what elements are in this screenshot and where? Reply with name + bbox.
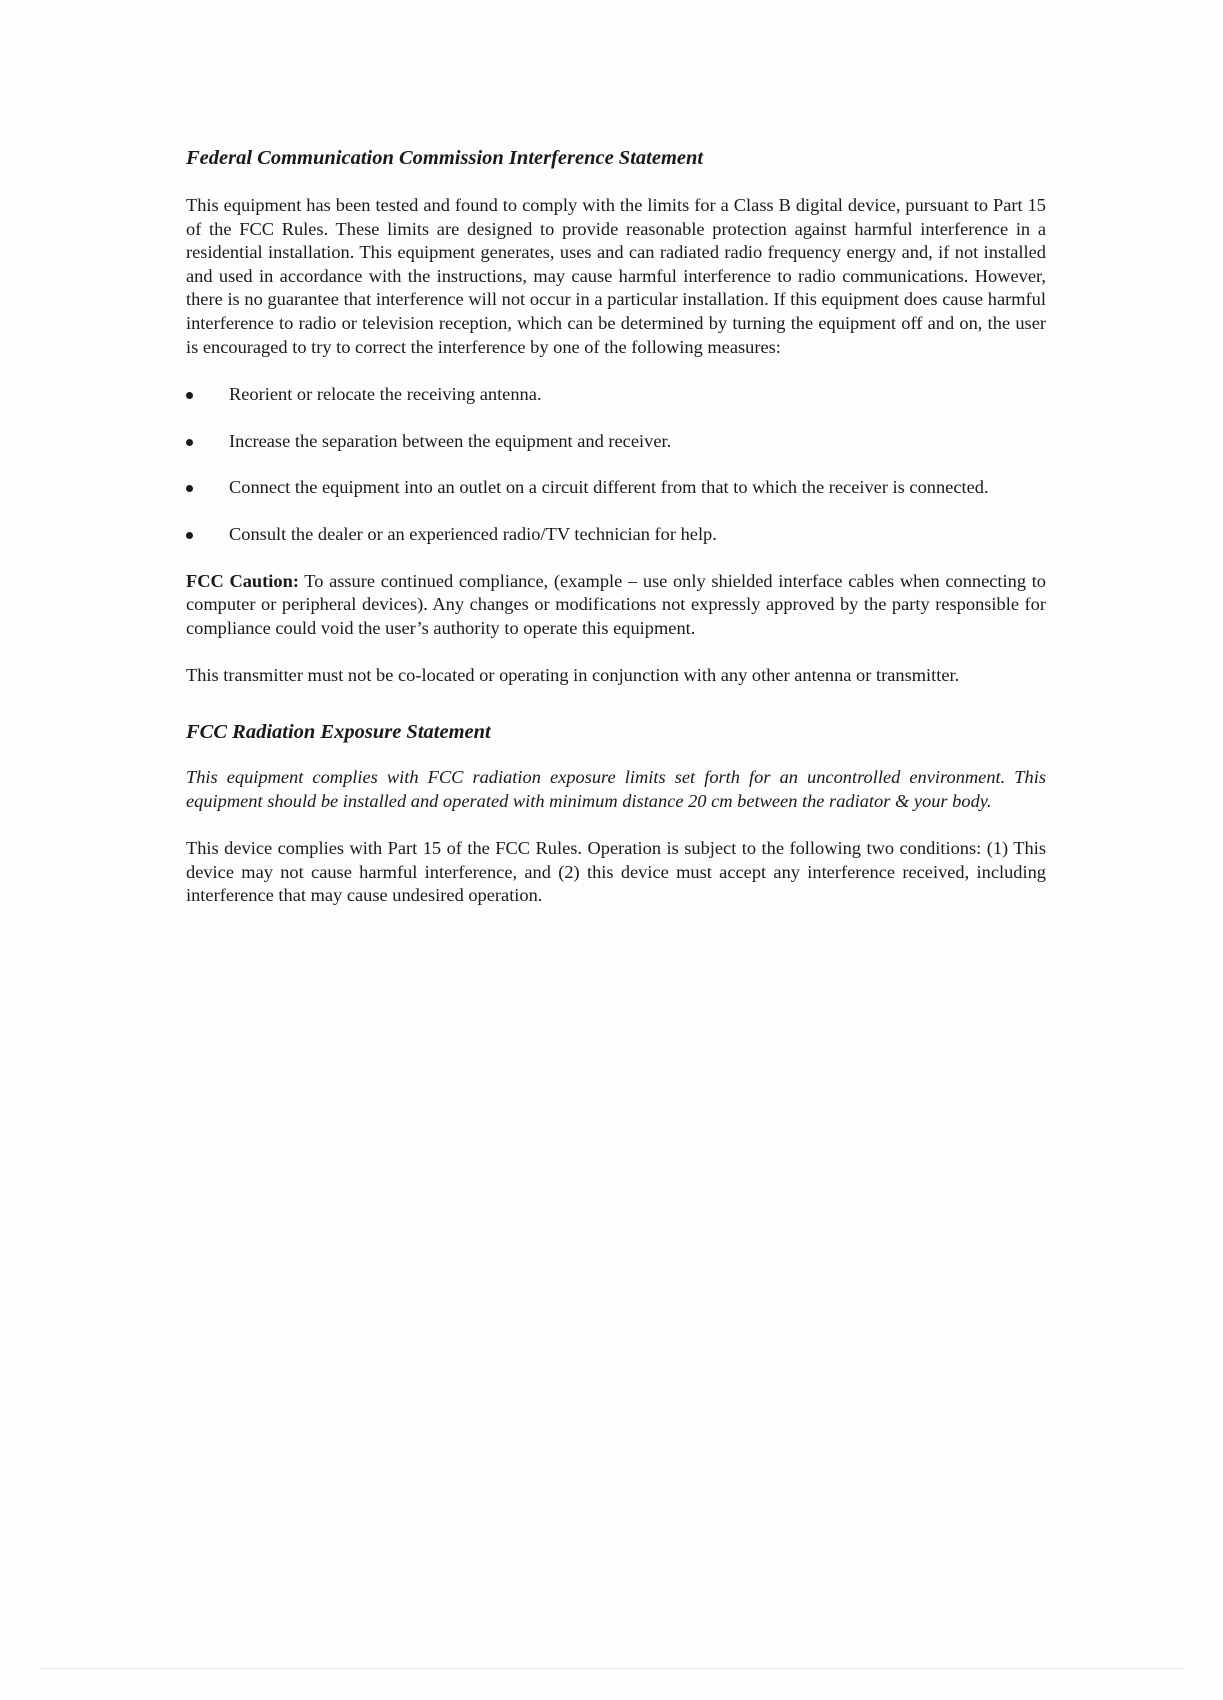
bullet-icon xyxy=(186,485,193,492)
bullet-icon xyxy=(186,392,193,399)
list-item-text: Reorient or relocate the receiving antenna. xyxy=(229,384,542,405)
list-item xyxy=(186,523,1046,547)
paragraph-intro: This equipment has been tested and found to comply with the limits for a Class B digital device, pursuant to Part 15 of the FCC Rules. These limits are designed to provide reasonable protection against harmful interference in a residential installation. This equipment generates, uses and can radiated radio frequency energy and, if not installed and used in accordance with the instructions, may cause harmful interference to radio communications. However, there is no guarantee that interference will not occur in a particular installation. If this equipment does cause harmful interference to radio or television reception, which can be determined by turning the equipment off and on, the user is encouraged to try to correct the interference by one of the following measures: xyxy=(186,195,1046,357)
bullet-icon xyxy=(186,532,193,539)
list-item-text: Consult the dealer or an experienced radio/TV technician for help. xyxy=(229,523,717,544)
document-body xyxy=(186,146,1046,932)
measures-list xyxy=(186,383,1046,546)
paragraph-part15: This device complies with Part 15 of the FCC Rules. Operation is subject to the following two conditions: (1) This device may not cause harmful interference, and (2) this device must accept any interference received, including interference that may cause undesired operation. xyxy=(186,838,1046,906)
list-item-text: Connect the equipment into an outlet on a circuit different from that to which the receiver is connected. xyxy=(229,477,989,498)
list-item xyxy=(186,383,1046,407)
list-item-text: Increase the separation between the equipment and receiver. xyxy=(229,430,672,451)
paragraph-radiation: This equipment complies with FCC radiation exposure limits set forth for an uncontrolled environment. This equipment should be installed and operated with minimum distance 20 cm between the radiator & your body. xyxy=(186,766,1046,811)
heading-radiation-exposure: FCC Radiation Exposure Statement xyxy=(186,720,491,743)
caution-label: FCC Caution: xyxy=(186,570,299,591)
bullet-icon xyxy=(186,439,193,446)
list-item xyxy=(186,430,1046,454)
caution-text: To assure continued compliance, (example – use only shielded interface cables when connecting to computer or peripheral devices). Any changes or modifications not expressly approved by the party responsible for compliance could void the user’s authority to operate this equipment. xyxy=(186,570,1046,638)
page-bottom-edge xyxy=(40,1668,1183,1669)
paragraph-caution xyxy=(186,570,1046,641)
list-item xyxy=(186,476,1046,500)
heading-interference-statement: Federal Communication Commission Interference Statement xyxy=(186,147,704,169)
paragraph-transmitter: This transmitter must not be co-located or operating in conjunction with any other antenna or transmitter. xyxy=(186,665,960,686)
